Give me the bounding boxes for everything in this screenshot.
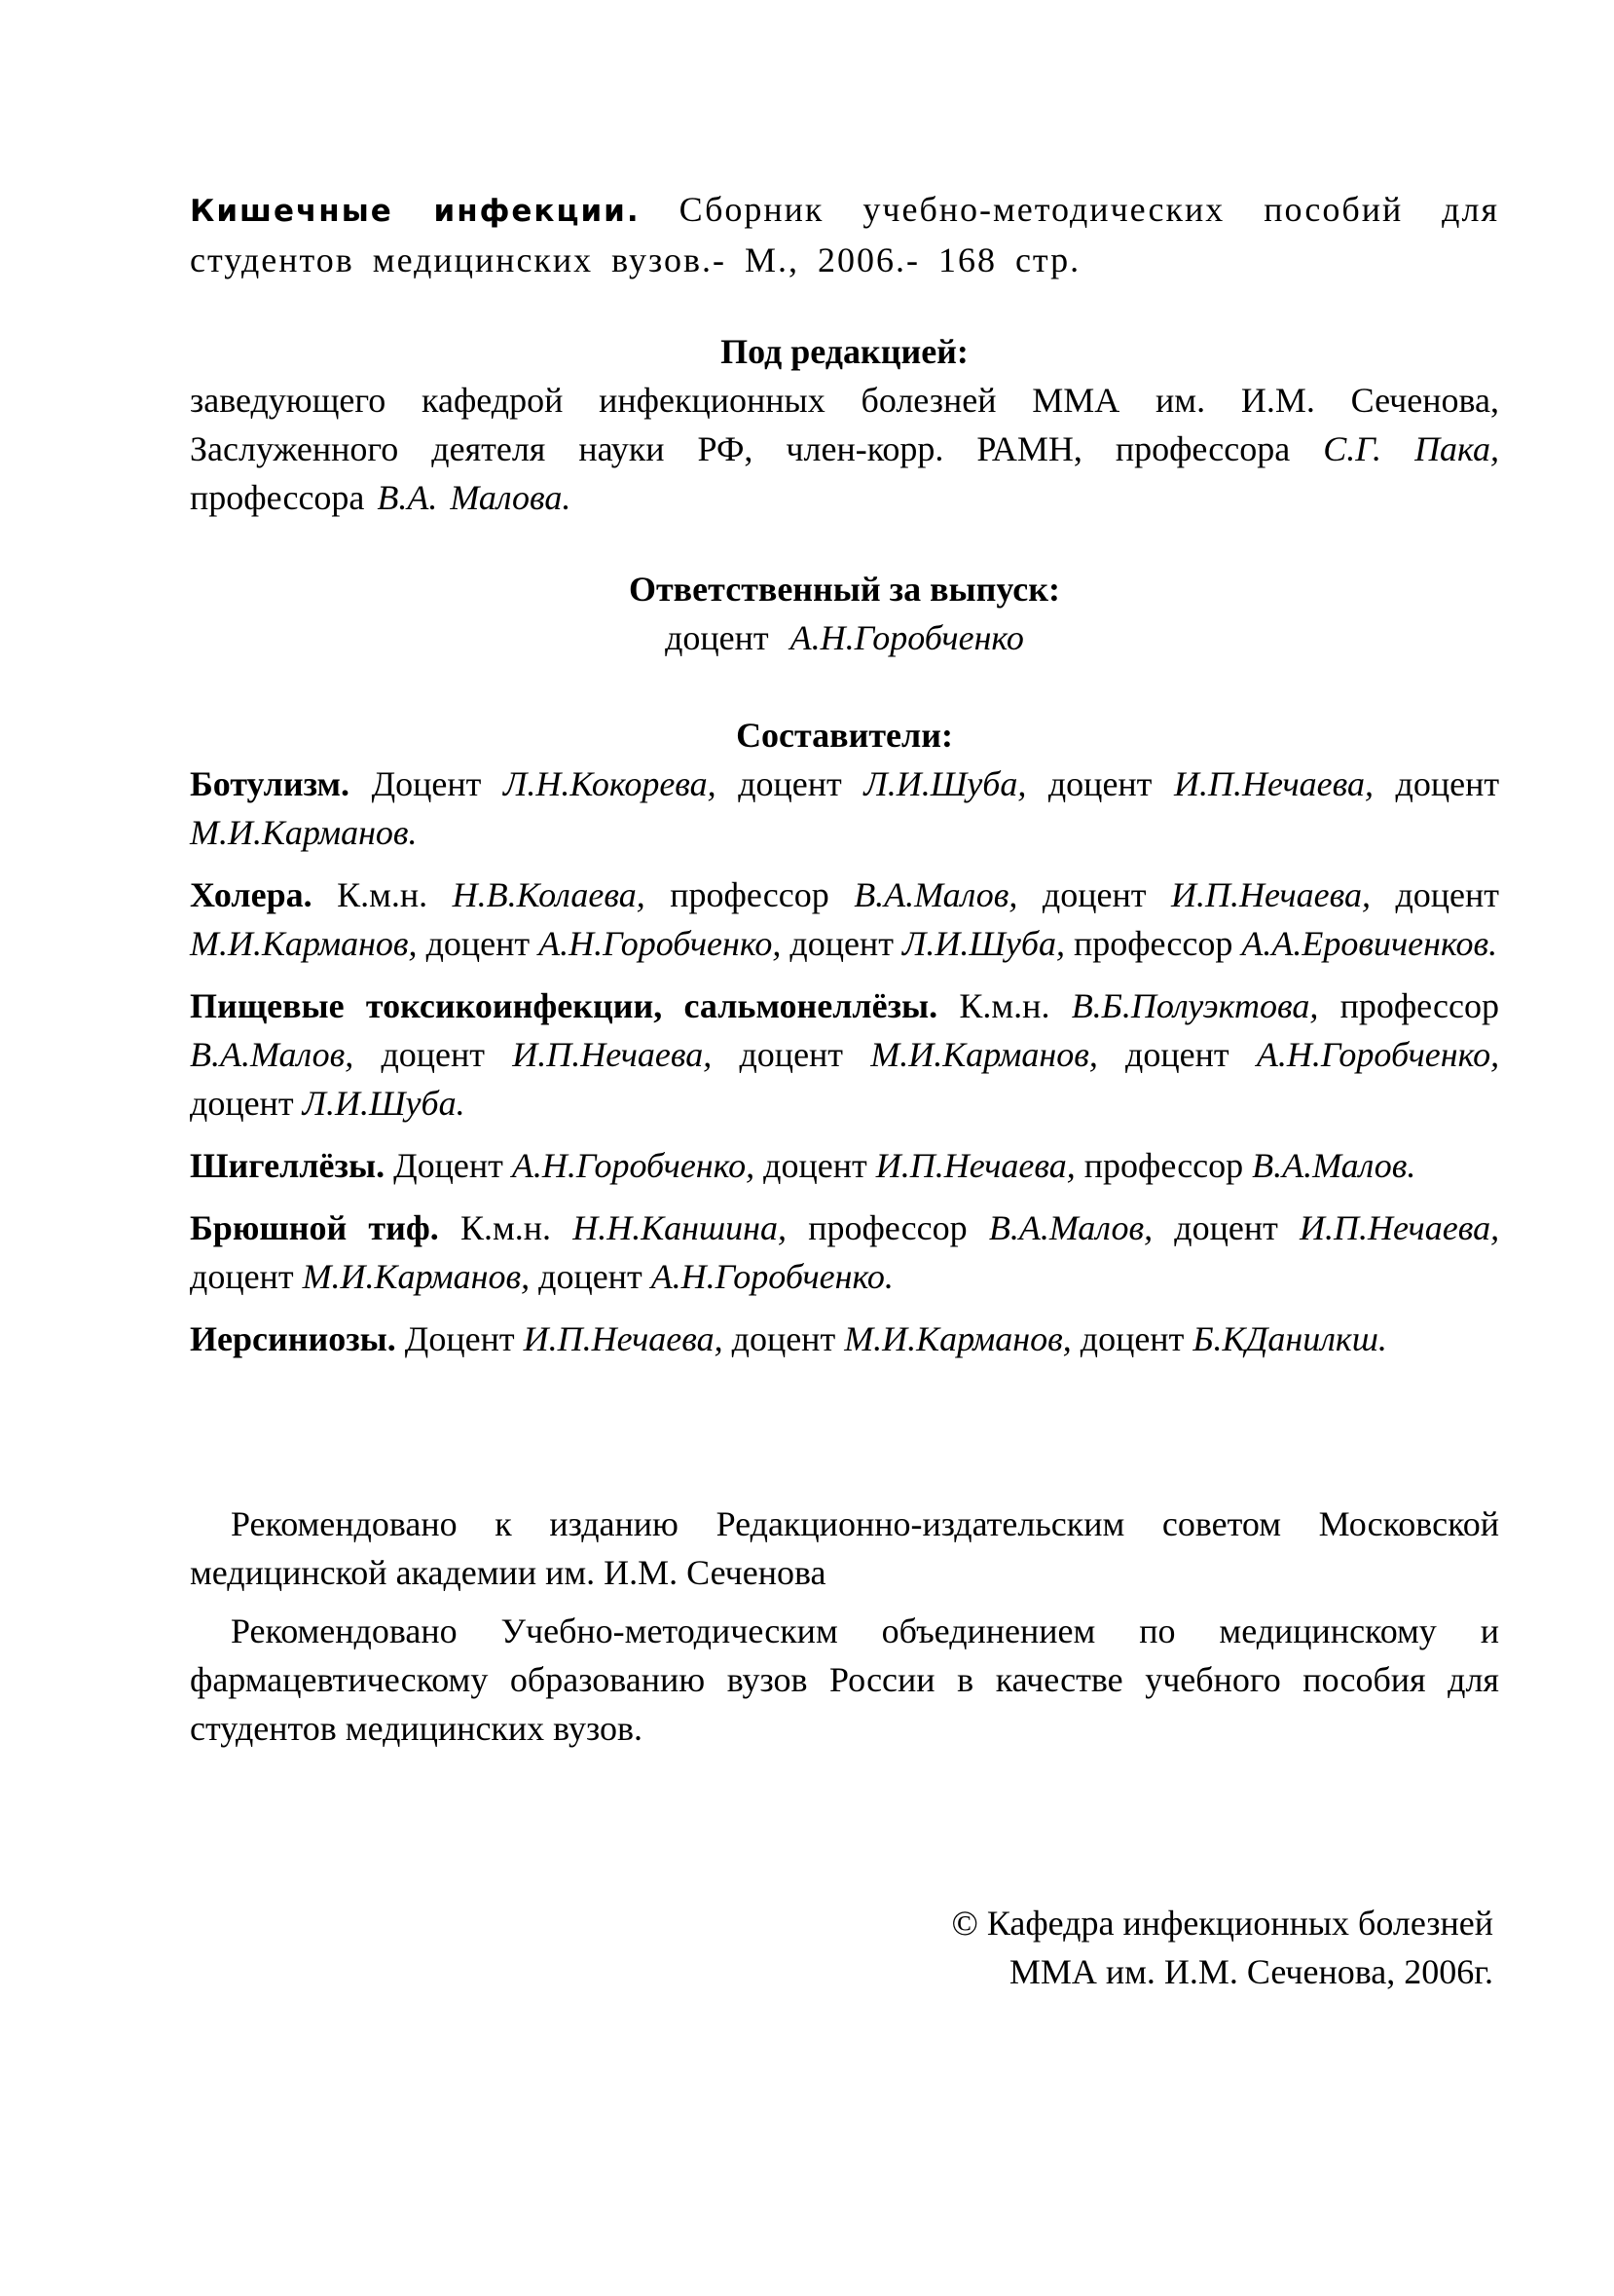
author-role: доцент — [789, 924, 894, 963]
author-role: профессор — [1073, 924, 1233, 963]
author-role: К.м.н. — [959, 986, 1050, 1025]
author-role: профессор — [1339, 986, 1500, 1025]
author-name: А.Н.Горобченко, — [511, 1146, 755, 1185]
author-role: профессор — [670, 875, 829, 914]
editors-heading: Под редакцией: — [720, 332, 969, 371]
copyright-line: © Кафедра инфекционных болезней — [951, 1904, 1493, 1943]
author-role: доцент — [763, 1146, 867, 1185]
author-role: Доцент — [371, 764, 482, 803]
copyright-line: ММА им. И.М. Сеченова, 2006г. — [1009, 1952, 1493, 1991]
author-name: Л.И.Шуба, — [901, 924, 1065, 963]
release-name: А.Н.Горобченко — [789, 618, 1024, 657]
author-name: В.А.Малов, — [854, 875, 1018, 914]
composer-entry-botulism — [190, 759, 1499, 857]
author-name: Б.КДанилкш. — [1192, 1319, 1387, 1358]
author-role: доцент — [1395, 764, 1500, 803]
composer-entry-shigella — [190, 1141, 1499, 1190]
author-name: Н.В.Колаева, — [452, 875, 645, 914]
section-title: Пищевые токсикоинфекции, сальмонеллёзы. — [190, 986, 938, 1025]
composer-entry-typhoid — [190, 1204, 1499, 1301]
author-name: И.П.Нечаева, — [1300, 1208, 1500, 1247]
editor-name: В.А. Малова. — [377, 478, 571, 517]
author-name: И.П.Нечаева, — [523, 1319, 723, 1358]
author-name: В.А.Малов, — [190, 1035, 354, 1074]
author-role: доцент — [190, 1257, 294, 1296]
author-name: М.И.Карманов, — [844, 1319, 1072, 1358]
release-person — [190, 613, 1499, 662]
author-role: доцент — [1047, 764, 1153, 803]
document-page — [190, 185, 1499, 1996]
author-name: И.П.Нечаева, — [1170, 875, 1371, 914]
author-name: М.И.Карманов. — [190, 813, 418, 852]
author-role: доцент — [538, 1257, 642, 1296]
author-role: доцент — [731, 1319, 836, 1358]
author-name: М.И.Карманов, — [302, 1257, 531, 1296]
author-role: доцент — [739, 1035, 844, 1074]
copyright-block — [190, 1899, 1499, 1996]
book-title: Кишечные инфекции. — [190, 194, 641, 229]
editors-text — [190, 376, 1499, 522]
author-role: доцент — [1395, 875, 1500, 914]
bibliographic-details: Сборник учебно-методических пособий для студентов медицинских вузов.- М., 2006.- 168 стр. — [190, 190, 1500, 279]
author-name: В.Б.Полуэктова, — [1071, 986, 1319, 1025]
author-name: В.А.Малов, — [988, 1208, 1154, 1247]
author-name: А.Н.Горобченко. — [650, 1257, 894, 1296]
author-name: В.А.Малов. — [1252, 1146, 1416, 1185]
author-name: А.А.Еровиченков. — [1241, 924, 1498, 963]
author-role: К.м.н. — [459, 1208, 551, 1247]
author-role: доцент — [1125, 1035, 1229, 1074]
author-role: профессор — [808, 1208, 968, 1247]
author-name: И.П.Нечаева, — [1173, 764, 1374, 803]
author-name: И.П.Нечаева, — [512, 1035, 713, 1074]
author-role: доцент — [738, 764, 842, 803]
author-role: доцент — [1042, 875, 1147, 914]
composers-heading: Составители: — [736, 716, 953, 755]
section-title: Шигеллёзы. — [190, 1146, 385, 1185]
editor-name: С.Г. Пака, — [1323, 429, 1500, 468]
composer-entry-cholera — [190, 870, 1499, 968]
bibliographic-entry — [190, 185, 1499, 284]
recommendation-second: Рекомендовано Учебно-методическим объединением по медицинскому и фармацевтическому образованию вузов России в качестве учебного пособия для студентов медицинских вузов. — [190, 1611, 1499, 1748]
author-role: профессор — [1083, 1146, 1244, 1185]
recommendation-first: Рекомендовано к изданию Редакционно-издательским советом Московской медицинской академии им. И.М. Сеченова — [190, 1504, 1499, 1592]
author-role: доцент — [1174, 1208, 1278, 1247]
author-role: доцент — [190, 1084, 294, 1123]
author-role: доцент — [425, 924, 531, 963]
author-name: М.И.Карманов, — [190, 924, 418, 963]
author-name: Л.Н.Кокорева, — [502, 764, 716, 803]
author-name: А.Н.Горобченко, — [1256, 1035, 1500, 1074]
author-name: Л.И.Шуба. — [302, 1084, 465, 1123]
author-name: И.П.Нечаева, — [875, 1146, 1076, 1185]
section-title: Брюшной тиф. — [190, 1208, 439, 1247]
section-title: Холера. — [190, 875, 312, 914]
author-role: К.м.н. — [337, 875, 428, 914]
author-role: Доцент — [393, 1146, 503, 1185]
author-name: А.Н.Горобченко, — [538, 924, 782, 963]
author-role: доцент — [381, 1035, 486, 1074]
editors-description: заведующего кафедрой инфекционных болезней ММА им. И.М. Сеченова, Заслуженного деятеля науки РФ, член-корр. РАМН, профессора — [190, 381, 1499, 468]
author-name: Н.Н.Каншина, — [572, 1208, 787, 1247]
section-title: Иерсиниозы. — [190, 1319, 396, 1358]
release-role: доцент — [665, 618, 769, 657]
composer-entry-yersinia — [190, 1315, 1499, 1363]
composer-entry-food-poisoning — [190, 981, 1499, 1128]
release-heading: Ответственный за выпуск: — [628, 570, 1060, 609]
author-role: доцент — [1080, 1319, 1185, 1358]
editors-role: профессора — [190, 478, 365, 517]
author-name: Л.И.Шуба, — [863, 764, 1027, 803]
author-name: М.И.Карманов, — [870, 1035, 1098, 1074]
section-title: Ботулизм. — [190, 764, 350, 803]
author-role: Доцент — [404, 1319, 515, 1358]
